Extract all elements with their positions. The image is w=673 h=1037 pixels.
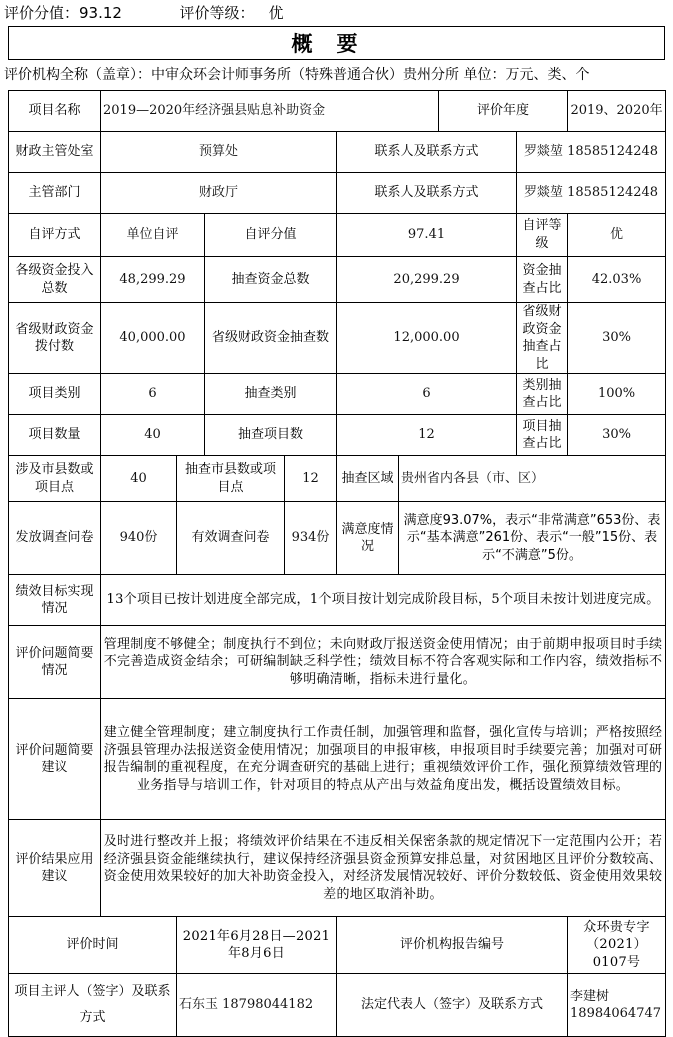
apply-label: 评价结果应用建议 — [9, 820, 101, 917]
sampled-category-label: 抽查类别 — [205, 374, 337, 415]
prov-ratio: 30% — [568, 303, 666, 374]
project-name-label: 项目名称 — [9, 91, 101, 132]
suggest-label: 评价问题简要建议 — [9, 699, 101, 820]
goal-label: 绩效目标实现情况 — [9, 575, 101, 626]
area: 贵州省内各县（市、区） — [399, 456, 666, 502]
lead-label: 项目主评人（签字）及联系方式 — [9, 974, 177, 1037]
dept: 财政厅 — [101, 173, 337, 214]
survey-sent: 940份 — [101, 502, 177, 575]
finance-office-label: 财政主管处室 — [9, 132, 101, 173]
eval-year: 2019、2020年 — [568, 91, 666, 132]
area-label: 抽查区域 — [337, 456, 399, 502]
total-funds: 48,299.29 — [101, 257, 205, 303]
survey-sent-label: 发放调查问卷 — [9, 502, 101, 575]
sampled-funds: 20,299.29 — [337, 257, 517, 303]
report-no-label: 评价机构报告编号 — [337, 917, 568, 974]
category-label: 项目类别 — [9, 374, 101, 415]
sampled-count: 12 — [337, 415, 517, 456]
eval-year-label: 评价年度 — [439, 91, 568, 132]
counties: 40 — [101, 456, 177, 502]
dept-label: 主管部门 — [9, 173, 101, 214]
report-no: 众环贵专字（2021）0107号 — [568, 917, 666, 974]
count-label: 项目数量 — [9, 415, 101, 456]
page-title: 概要 — [8, 26, 665, 60]
issues: 管理制度不够健全；制度执行不到位；未向财政厅报送资金使用情况；由于前期申报项目时手续不完善造成资金结余；可研编制缺乏科学性；绩效目标不符合客观实际和工作内容，绩效指标不够明确清晰，指标未进行量化。 — [101, 626, 666, 699]
category: 6 — [101, 374, 205, 415]
satisfaction-label: 满意度情况 — [337, 502, 399, 575]
counties-label: 涉及市县数或项目点 — [9, 456, 101, 502]
category-ratio-label: 类别抽查占比 — [517, 374, 568, 415]
funds-ratio: 42.03% — [568, 257, 666, 303]
issues-label: 评价问题简要情况 — [9, 626, 101, 699]
prov-sampled: 12,000.00 — [337, 303, 517, 374]
prov-sampled-label: 省级财政资金抽查数 — [205, 303, 337, 374]
self-eval-method-label: 自评方式 — [9, 214, 101, 257]
self-grade: 优 — [568, 214, 666, 257]
count-ratio: 30% — [568, 415, 666, 456]
finance-office: 预算处 — [101, 132, 337, 173]
satisfaction: 满意度93.07%，表示“非常满意”653份、表示“基本满意”261份、表示“一般”15份、表示“不满意”5份。 — [399, 502, 666, 575]
org-line: 评价机构全称（盖章）：中审众环会计师事务所（特殊普通合伙）贵州分所 单位：万元、类、个 — [4, 67, 590, 83]
self-eval-method: 单位自评 — [101, 214, 205, 257]
time-label: 评价时间 — [9, 917, 177, 974]
time: 2021年6月28日—2021年8月6日 — [177, 917, 337, 974]
project-name: 2019—2020年经济强县贴息补助资金 — [101, 91, 439, 132]
summary-table — [8, 90, 666, 1037]
sampled-counties: 12 — [285, 456, 337, 502]
prov-funds: 40,000.00 — [101, 303, 205, 374]
sampled-counties-label: 抽查市县数或项目点 — [177, 456, 285, 502]
legal-label: 法定代表人（签字）及联系方式 — [337, 974, 568, 1037]
header-line — [4, 2, 284, 23]
suggest: 建立健全管理制度；建立制度执行工作责任制，加强管理和监督，强化宣传与培训；严格按照经济强县管理办法报送资金使用情况；加强项目的申报审核，申报项目时手续要完善；加强对可研报告编制的重视程度，在充分调查研究的基础上进行；重视绩效评价工作，强化预算绩效管理的业务指导与培训工作，针对项目的特点从产出与效益角度出发，概括设置绩效目标。 — [101, 699, 666, 820]
total-funds-label: 各级资金投入总数 — [9, 257, 101, 303]
score-label: 评价分值： — [4, 4, 80, 22]
legal: 李建树 18984064747 — [568, 974, 666, 1037]
goal: 13个项目已按计划进度全部完成，1个项目按计划完成阶段目标，5个项目未按计划进度完成。 — [101, 575, 666, 626]
grade-label: 评价等级： — [179, 4, 255, 22]
survey-valid: 934份 — [285, 502, 337, 575]
self-score: 97.41 — [337, 214, 517, 257]
count: 40 — [101, 415, 205, 456]
apply: 及时进行整改并上报；将绩效评价结果在不违反相关保密条款的规定情况下一定范围内公开；若经济强县资金能继续执行，建议保持经济强县资金预算安排总量，对贫困地区且评价分数较高、资金使用效果较好的加大补助资金投入，对经济发展情况较好、评价分数较低、资金使用效果较差的地区取消补助。 — [101, 820, 666, 917]
survey-valid-label: 有效调查问卷 — [177, 502, 285, 575]
contact-2: 罗燚堃 18585124248 — [517, 173, 666, 214]
score-value: 93.12 — [79, 4, 122, 22]
prov-ratio-label: 省级财政资金抽查占比 — [517, 303, 568, 374]
sampled-count-label: 抽查项目数 — [205, 415, 337, 456]
self-grade-label: 自评等级 — [517, 214, 568, 257]
count-ratio-label: 项目抽查占比 — [517, 415, 568, 456]
contact-label-2: 联系人及联系方式 — [337, 173, 517, 214]
category-ratio: 100% — [568, 374, 666, 415]
funds-ratio-label: 资金抽查占比 — [517, 257, 568, 303]
prov-funds-label: 省级财政资金拨付数 — [9, 303, 101, 374]
self-score-label: 自评分值 — [205, 214, 337, 257]
grade-value: 优 — [268, 4, 284, 22]
sampled-funds-label: 抽查资金总数 — [205, 257, 337, 303]
lead: 石东玉 18798044182 — [177, 974, 337, 1037]
contact-label: 联系人及联系方式 — [337, 132, 517, 173]
sampled-category: 6 — [337, 374, 517, 415]
contact-1: 罗燚堃 18585124248 — [517, 132, 666, 173]
